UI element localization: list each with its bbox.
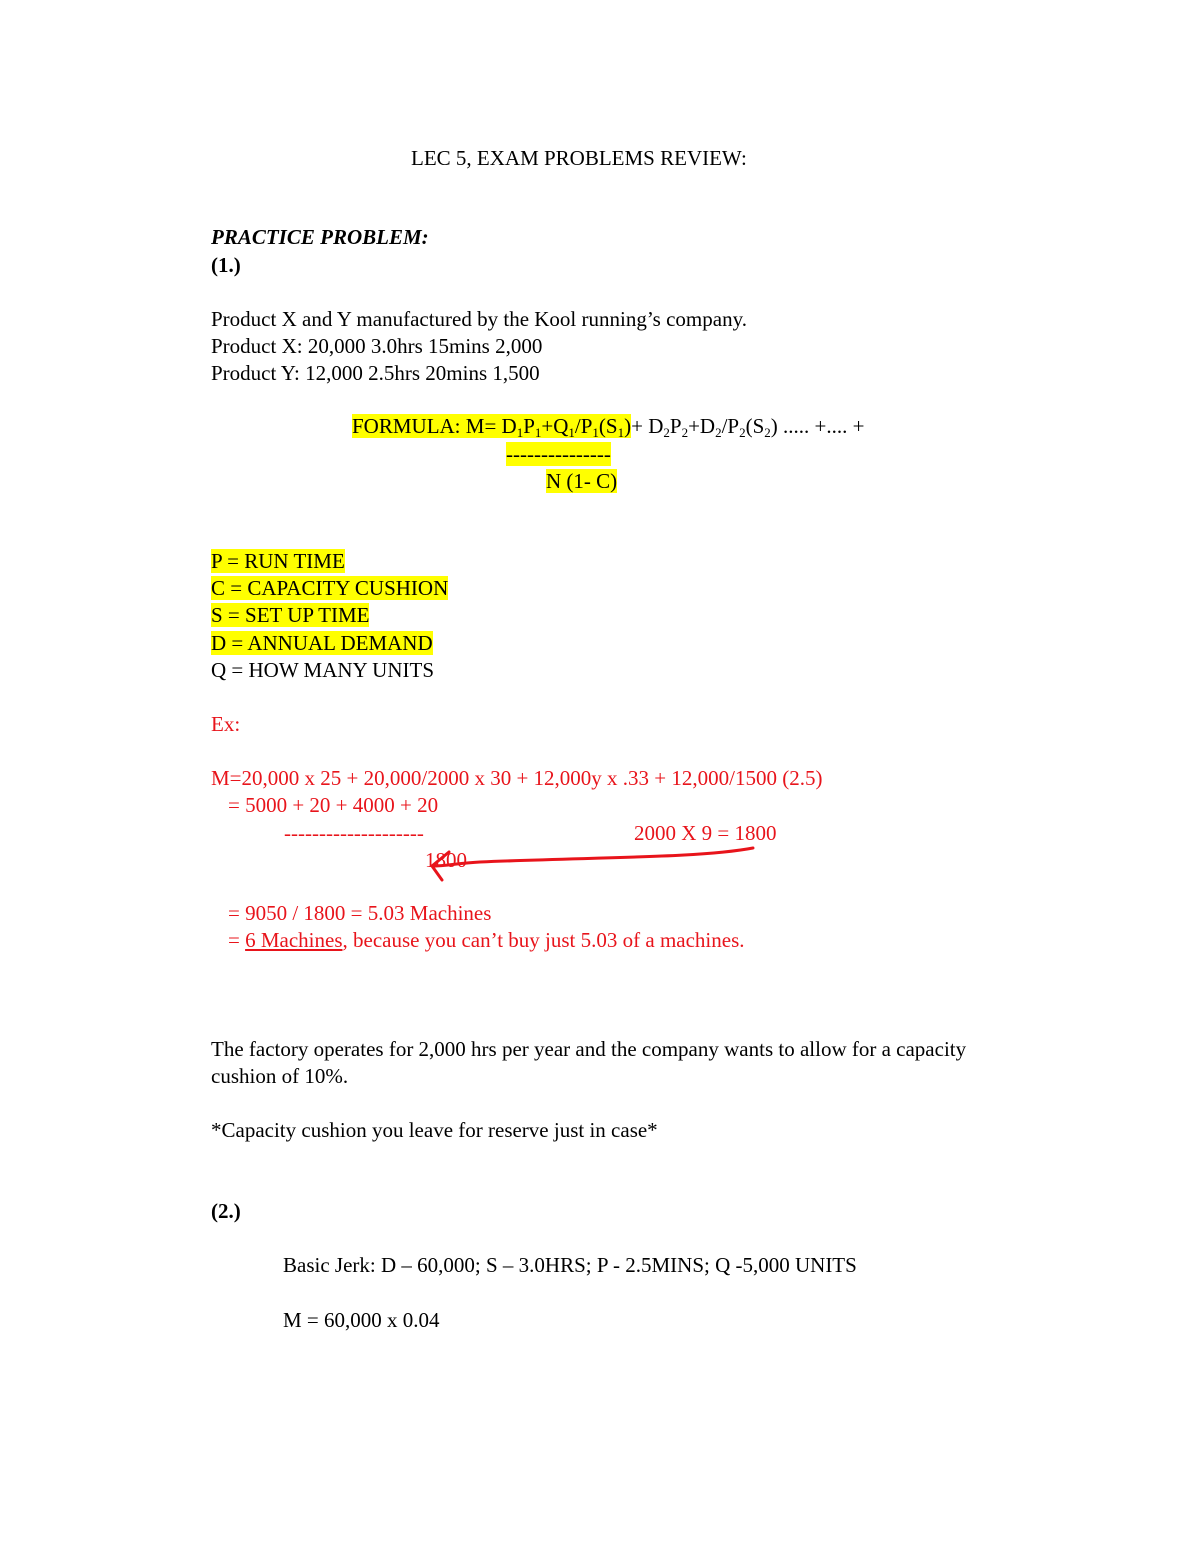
- definition-d: D = ANNUAL DEMAND: [211, 631, 433, 655]
- capacity-note: *Capacity cushion you leave for reserve just in case*: [211, 1118, 658, 1142]
- example-divider: --------------------: [284, 821, 424, 845]
- example-result-2: = 6 Machines, because you can’t buy just 5.03 of a machines.: [228, 928, 745, 952]
- example-line-2: = 5000 + 20 + 4000 + 20: [228, 793, 439, 817]
- formula-divider: ---------------: [506, 442, 611, 466]
- definition-c: C = CAPACITY CUSHION: [211, 576, 449, 600]
- formula-denominator: N (1- C): [546, 469, 618, 493]
- problem-1-label: (1.): [211, 253, 241, 277]
- page-title: LEC 5, EXAM PROBLEMS REVIEW:: [411, 146, 747, 170]
- example-line-1: M=20,000 x 25 + 20,000/2000 x 30 + 12,000y x .33 + 12,000/1500 (2.5): [211, 766, 823, 790]
- example-result-1: = 9050 / 1800 = 5.03 Machines: [228, 901, 492, 925]
- problem-2-line-2: M = 60,000 x 0.04: [283, 1308, 440, 1332]
- example-denominator: 1800: [425, 848, 467, 872]
- example-label: Ex:: [211, 712, 241, 736]
- definition-s: S = SET UP TIME: [211, 603, 370, 627]
- example-side-calc: 2000 X 9 = 1800: [634, 821, 777, 845]
- paragraph-line-2: cushion of 10%.: [211, 1064, 349, 1088]
- intro-line-3: Product Y: 12,000 2.5hrs 20mins 1,500: [211, 361, 540, 385]
- problem-2-label: (2.): [211, 1199, 241, 1223]
- practice-heading: PRACTICE PROBLEM:: [211, 225, 429, 249]
- definition-p: P = RUN TIME: [211, 549, 345, 573]
- intro-line-1: Product X and Y manufactured by the Kool running’s company.: [211, 307, 747, 331]
- formula-numerator: FORMULA: $M= D_1P_1+Q_1/P_1(S_1)+ D_2P_2+D_2/P_2(S_2)$ ..... +.... +: [352, 414, 865, 440]
- intro-line-2: Product X: 20,000 3.0hrs 15mins 2,000: [211, 334, 543, 358]
- problem-2-line-1: Basic Jerk: D – 60,000; S – 3.0HRS; P - 2.5MINS; Q -5,000 UNITS: [283, 1253, 857, 1277]
- paragraph-line-1: The factory operates for 2,000 hrs per year and the company wants to allow for a capacity: [211, 1037, 967, 1061]
- definition-q: Q = HOW MANY UNITS: [211, 658, 435, 682]
